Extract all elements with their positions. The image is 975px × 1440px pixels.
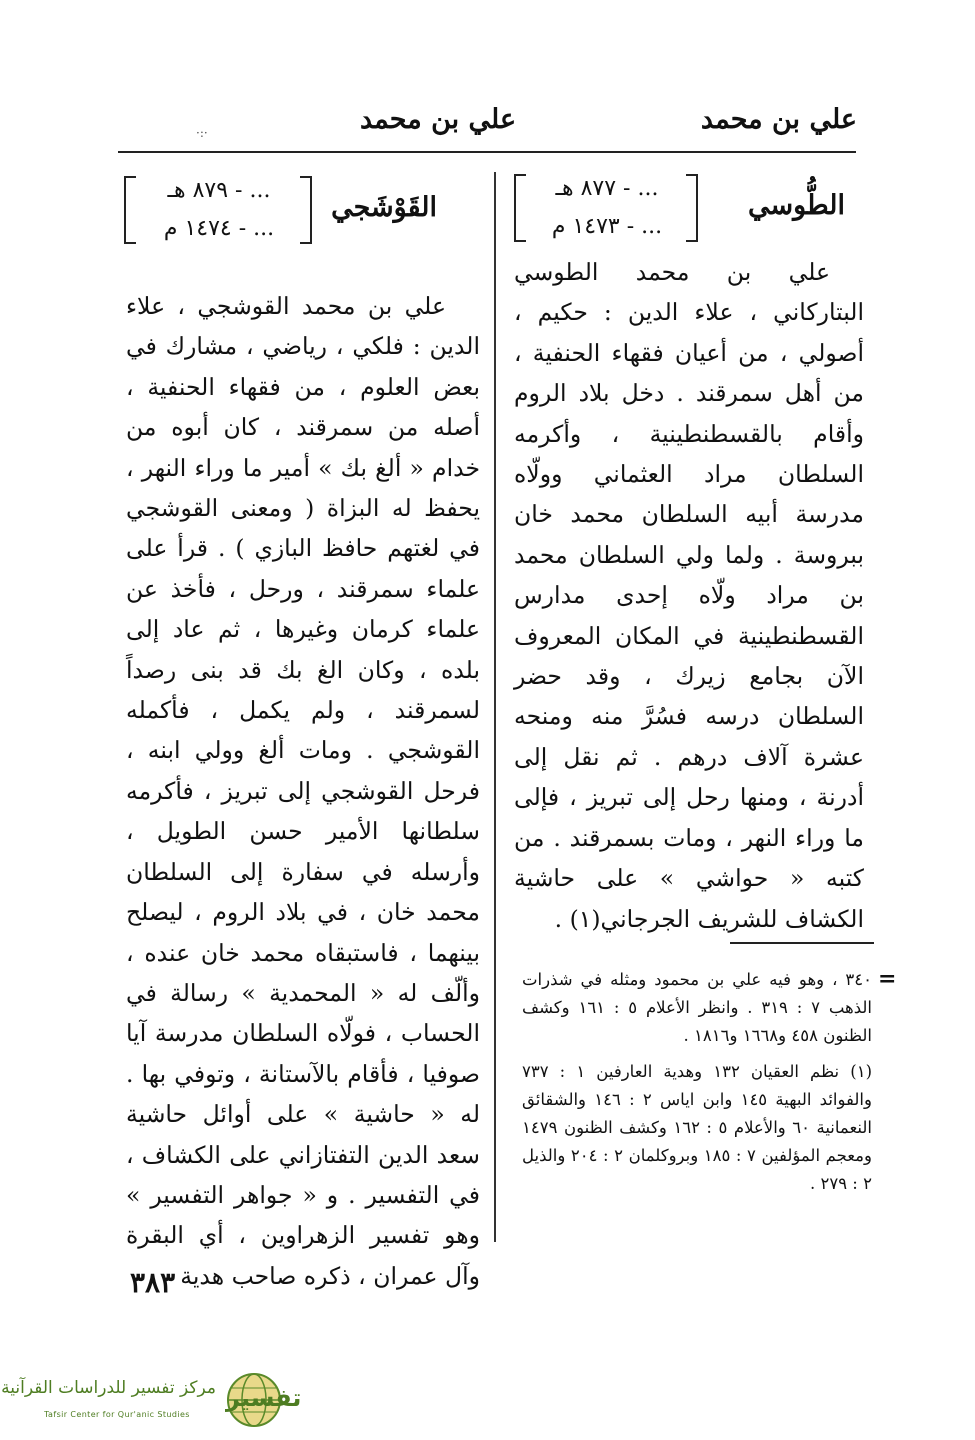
- date-hijri: ... - ٨٧٧ هـ: [555, 176, 659, 201]
- header-rule: [118, 151, 856, 153]
- footer-logo: [1, 1370, 302, 1430]
- logo-english-name: Tafsir Center for Qur'anic Studies: [44, 1410, 190, 1419]
- entry-body-qushji: [126, 286, 480, 1296]
- footnote-continuation: ٣٤٠ ، وهو فيه علي بن محمود ومثله في شذرات الذهب ٧ : ٣١٩ . وانظر الأعلام ٥ : ١٦١ وكشف الظنون ٤٥٨ و١٦٦٨ و١٨١٦ .: [522, 970, 872, 1045]
- column-separator: [494, 172, 496, 1242]
- date-bracket-left: [514, 174, 526, 242]
- entry-dates-tusi: [530, 170, 684, 246]
- entry-text: علي بن محمد الطوسي البتاركاني ، علاء الدين : حكيم ، أصولي ، من أعيان فقهاء الحنفية ، من أهل سمرقند . دخل بلاد الروم وأقام بالقسطنطينية ، وأكرمه السلطان مراد العثماني وولّاه مدرسة أبيه السلطان محمد خان ببروسة . ولما ولي السلطان محمد بن مراد ولّاه إحدى مدارس القسطنطينية في المكان المعروف الآن بجامع زيرك ، وقد حضر السلطان درسه فسُرَّ منه ومنحه عشرة آلاف درهم . ثم نقل إلى أدرنة ، ومنها رحل إلى تبريز ، فإلى ما وراء النهر ، ومات بسمرقند . من كتبه « حواشي » على حاشية الكشاف للشريف الجرجاني: [514, 258, 864, 933]
- date-bracket-right: [686, 174, 698, 242]
- date-bracket-right: [300, 176, 312, 244]
- date-gregorian: ... - ١٤٧٣ م: [551, 214, 663, 239]
- entry-dates-qushji: [140, 172, 298, 248]
- entry-name-qushji: القَوْشَجي: [331, 192, 437, 223]
- entry-name-tusi: الطُّوسي: [748, 190, 845, 221]
- running-header-right: علي بن محمد: [700, 104, 857, 135]
- entry-text: علي بن محمد القوشجي ، علاء الدين : فلكي ، رياضي ، مشارك في بعض العلوم ، من فقهاء الحنفية ، أصله من سمرقند ، كان أبوه من خدام « ألغ بك » أمير ما وراء النهر ، يحفظ له البزاة ( ومعنى القوشجي في لغتهم حافظ البازي ) . قرأ على علماء سمرقند ، ورحل ، فأخذ عن علماء كرمان وغيرها ، ثم عاد إلى بلده ، وكان الغ بك قد بنى رصداً لسمرقند ، ولم يكمل ، فأكمله القوشجي . ومات ألغ وولي ابنه ، فرحل القوشجي إلى تبريز ، فأكرمه سلطانها الأمير حسن الطويل ، وأرسله في سفارة إلى السلطان محمد خان ، في بلاد الروم ، ليصلح بينهما ، فاستبقاه محمد خان عنده ، وألّف له « المحمدية » رسالة في الحساب ، فولّاه السلطان مدرسة آيا صوفيا ، فأقام بالآستانة ، وتوفي بها . له « حاشية » على أوائل حاشية سعد الدين التفتازاني على الكشاف ، في التفسير . و « جواهر التفسير » وهو تفسير الزهراوين ، أي البقرة وآل عمران ، ذكره صاحب هدية: [126, 292, 480, 1290]
- date-gregorian: ... - ١٤٧٤ م: [163, 216, 275, 241]
- footnote-rule: [730, 942, 874, 944]
- page-number: ٣٨٣: [130, 1266, 176, 1299]
- logo-arabic-name: مركز تفسير للدراسات القرآنية: [1, 1378, 216, 1398]
- continuation-mark: =: [878, 966, 897, 992]
- logo-brand-text: تفسير: [226, 1384, 302, 1412]
- footnote-1: (١) نظم العقيان ١٣٢ وهدية العارفين ١ : ٧٣٧ والفوائد البهية ١٤٥ وابن اياس ٢ : ١٤٦ والشقائق النعمانية ٦٠ والأعلام ٥ : ١٦٢ وكشف الظنون ١٤٧٩ ومعجم المؤلفين ٧ : ١٨٥ وبروكلمان ٢ : ٢٠٤ والذيل ٢ : ٢٧٩ .: [522, 1062, 873, 1193]
- date-hijri: ... - ٨٧٩ هـ: [167, 178, 271, 203]
- date-bracket-left: [124, 176, 136, 244]
- running-header-left: علي بن محمد: [360, 104, 517, 135]
- footnote-ref: (١) .: [554, 904, 601, 933]
- header-mark: ·:·: [196, 126, 208, 140]
- entry-body-tusi: [514, 252, 864, 939]
- footnotes-block: [522, 966, 872, 1206]
